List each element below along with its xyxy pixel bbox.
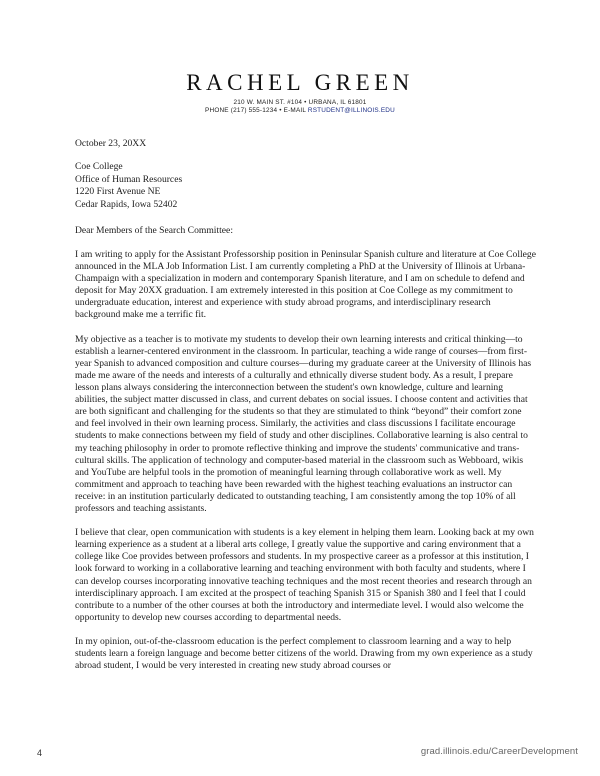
page-number: 4 [37,748,43,758]
body-paragraph: I believe that clear, open communication with students is a key element in helping them learn. Looking back at my own learning experience as a student at a liberal arts college, I greatly value the supportive and caring environment that a college like Coe provides between professors and students. In my prospective career as a professor at this institution, I look forward to working in a collaborative learning and teaching environment with both faculty and students, where I can develop courses incorporating innovative teaching techniques and the most recent theories and research through an interdisciplinary approach. I am excited at the prospect of teaching Spanish 315 or Spanish 380 and I feel that I could contribute to a number of the other courses at both the introductory and intermediate level. I would also welcome the opportunity to develop new courses according to departmental needs. [75,527,534,623]
applicant-name: RACHEL GREEN [186,70,414,95]
letter-date: October 23, 20XX [75,138,147,149]
body-paragraph: I am writing to apply for the Assistant Professorship position in Peninsular Spanish culture and literature at Coe College announced in the MLA Job Information List. I am currently completing a PhD at the University of Illinois at Urbana-Champaign with a specialization in modern and contemporary Spanish literature, and I am on schedule to defend and deposit for May 20XX graduation. I am extremely interested in this position at Coe College as my commitment to undergraduate education, interest and experience with study abroad programs, and interdisciplinary research background make me a terrific fit. [75,249,536,321]
recipient-line: Office of Human Resources [75,173,183,185]
recipient-line: Cedar Rapids, Iowa 52402 [75,198,178,210]
contact-phone: PHONE (217) 555-1234 • E-MAIL [205,107,306,114]
footer-url[interactable]: grad.illinois.edu/CareerDevelopment [420,746,578,757]
body-paragraph: My objective as a teacher is to motivate my students to develop their own learning interests and critical thinking—to establish a learner-centered environment in the classroom. In particular, teaching a wide range of courses—from first-year Spanish to advanced composition and culture courses—during my graduate career at the University of Illinois has made me aware of the needs and interests of a culturally and ethnically diverse student body. As a result, I prepare lesson plans always considering the interconnection between the student's own knowledge, culture and learning abilities, the subject matter discussed in class, and current debates on social issues. I choose content and activities that are both significant and challenging for the students so that they are stimulated to think “beyond” their comfort zone and feel involved in their own learning process. Similarly, the activities and class discussions I facilitate encourage students to make connections between my field of study and other disciplines. Collaborative learning is also central to my teaching philosophy in order to promote reflective thinking and improve the students' communicative and trans-cultural skills. The application of technology and computer-based material in the classroom such as Webboard, wikis and YouTube are helpful tools in the promotion of meaningful learning through collaborative work as well. My commitment and approach to teaching have been rewarded with the highest teaching evaluations an instructor can receive: in an institution particularly dedicated to outstanding teaching, I am consistently among the top 10% of all professors and teaching assistants. [75,333,532,514]
letter-body [75,249,537,684]
recipient-address [75,161,537,211]
recipient-line: Coe College [75,161,123,172]
body-paragraph: In my opinion, out-of-the-classroom education is the perfect complement to classroom learning and a way to help students learn a foreign language and become better citizens of the world. Drawing from my own experience as a study abroad student, I would be very interested in creating new study abroad courses or [75,636,533,672]
contact-phone-email [0,107,600,115]
salutation: Dear Members of the Search Committee: [75,225,233,236]
contact-address: 210 W. MAIN ST. #104 • URBANA, IL 61801 [233,99,367,106]
contact-email-link[interactable]: RSTUDENT@ILLINOIS.EDU [307,107,395,114]
recipient-line: 1220 First Avenue NE [75,186,161,197]
